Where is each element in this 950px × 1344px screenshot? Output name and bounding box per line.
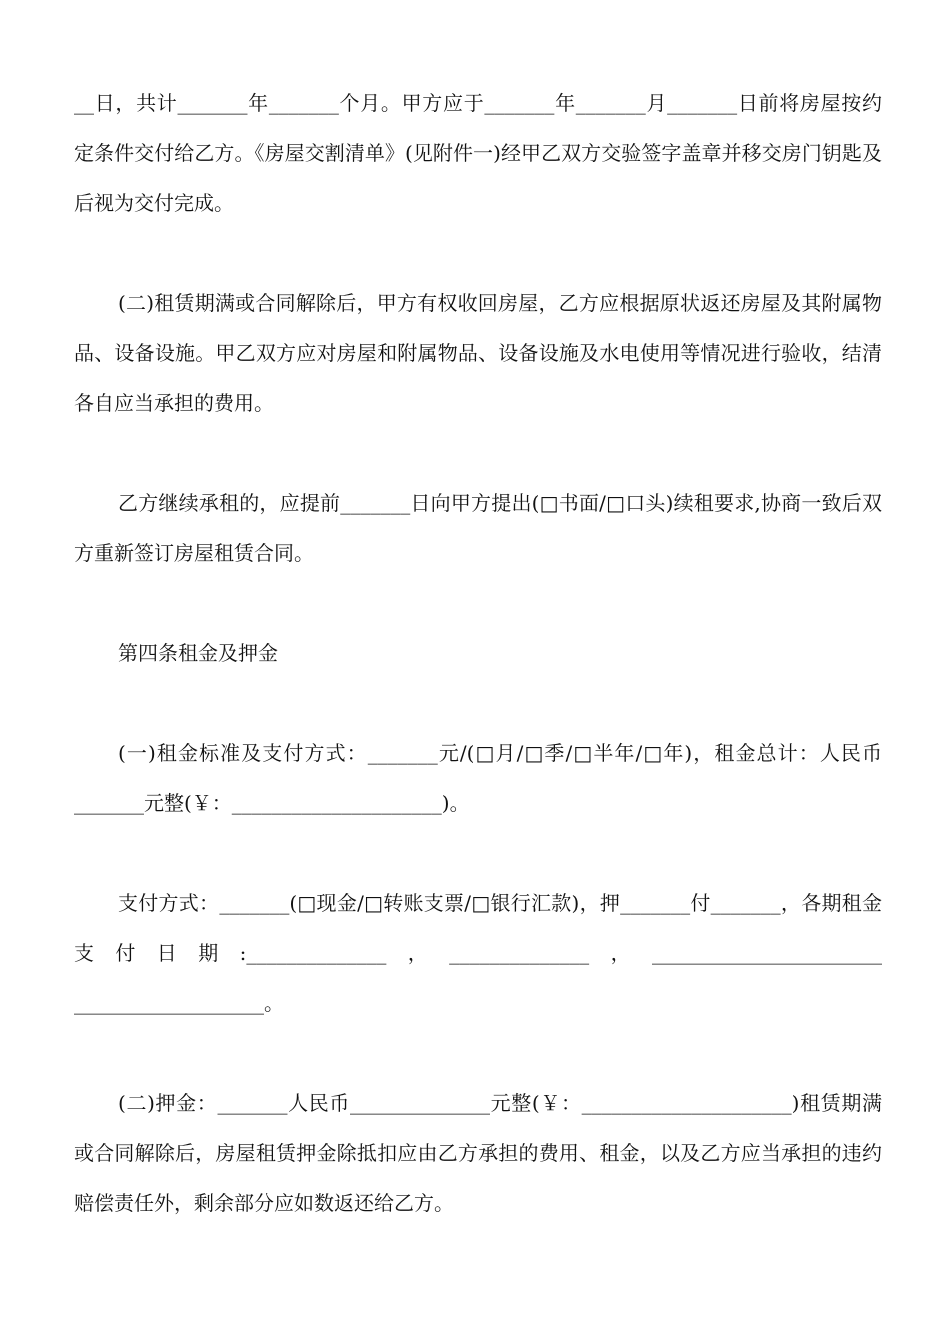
paragraph-gap	[74, 828, 882, 878]
paragraph-delivery: __日，共计_______年_______个月。甲方应于_______年_______月_______日前将房屋按约定条件交付给乙方。《房屋交割清单》(见附件一)经甲乙双方交验签字盖章并移交房门钥匙及后视为交付完成。	[74, 91, 882, 215]
paragraph-gap	[74, 1028, 882, 1078]
document-page	[74, 78, 882, 1228]
paragraph-gap	[74, 428, 882, 478]
paragraph-gap	[74, 578, 882, 628]
paragraph-rent-standard: (一)租金标准及支付方式：_______元/(□月/□季/□半年/□年)，租金总计：人民币_______元整(￥：_____________________)。	[74, 741, 882, 815]
paragraph-payment-method: 支付方式：_______(□现金/□转账支票/□银行汇款)，押_______付_______，各期租金支付日期:______________，______________，_______________________ ___________________。	[74, 891, 882, 1015]
paragraph-gap	[74, 678, 882, 728]
paragraph-lease-end: (二)租赁期满或合同解除后，甲方有权收回房屋，乙方应根据原状返还房屋及其附属物品、设备设施。甲乙双方应对房屋和附属物品、设备设施及水电使用等情况进行验收，结清各自应当承担的费用。	[74, 291, 882, 415]
paragraph-gap	[74, 228, 882, 278]
paragraph-deposit: (二)押金：_______人民币______________元整(￥：_____________________)租赁期满或合同解除后，房屋租赁押金除抵扣应由乙方承担的费用、租金，以及乙方应当承担的违约赔偿责任外，剩余部分应如数返还给乙方。	[74, 1091, 882, 1215]
paragraph-renewal: 乙方继续承租的，应提前_______日向甲方提出(□书面/□口头)续租要求,协商一致后双方重新签订房屋租赁合同。	[74, 491, 882, 565]
section-heading-rent-deposit: 第四条租金及押金	[118, 641, 278, 665]
